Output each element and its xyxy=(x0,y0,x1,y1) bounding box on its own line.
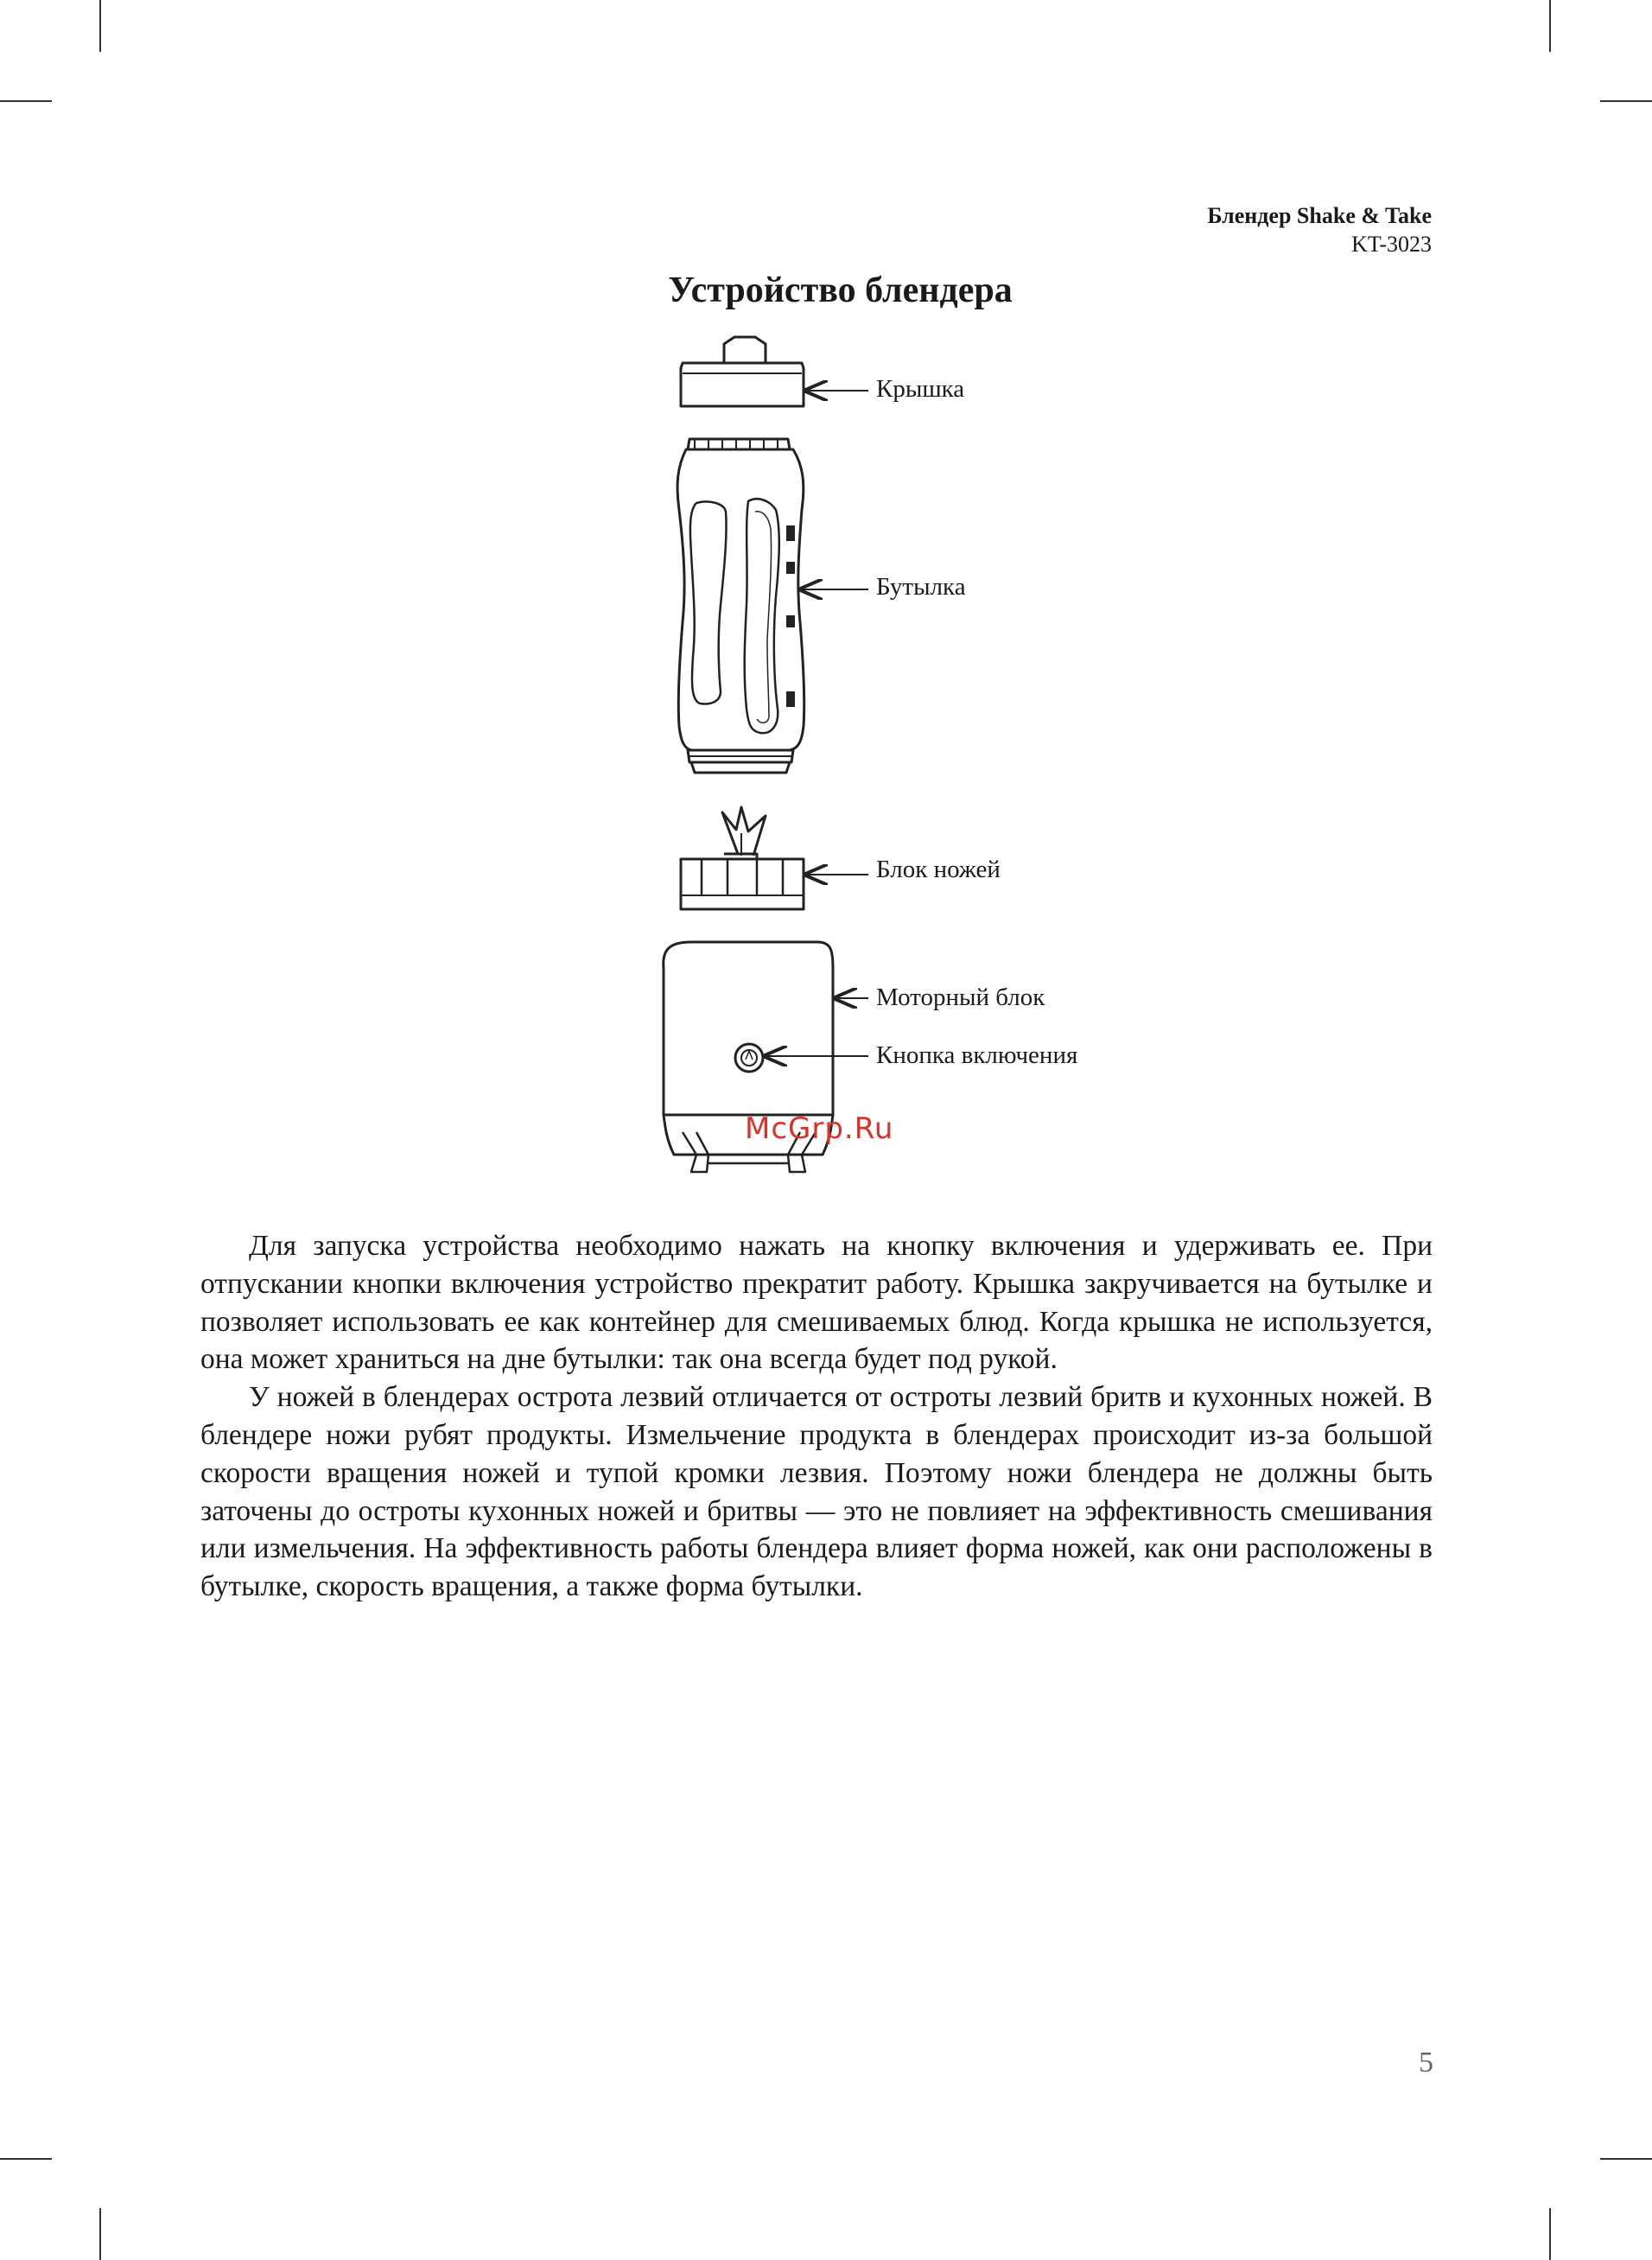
crop-mark-bottom-right-vertical xyxy=(1549,2208,1551,2260)
label-lid: Крышка xyxy=(876,375,965,403)
page-number: 5 xyxy=(1419,2047,1433,2079)
callout-arrows xyxy=(765,391,868,1056)
label-motor-unit: Моторный блок xyxy=(876,984,1045,1011)
crop-mark-bottom-right-horizontal xyxy=(1600,2158,1652,2160)
label-blade-unit: Блок ножей xyxy=(876,856,1001,883)
header-model-number: KT-3023 xyxy=(1351,232,1432,257)
label-power-button: Кнопка включения xyxy=(876,1041,1078,1069)
crop-mark-bottom-left-horizontal xyxy=(0,2158,52,2160)
paragraph-startup: Для запуска устройства необходимо нажать на кнопку включения и удерживать ее. При отпускании кнопки включения устройство прекратит работу. Крышка закручивается на бутылке и позволяет использовать ее как контейнер для смешиваемых блюд. Когда крышка не используется, она может храниться на дне бутылки: так она всегда будет под рукой. xyxy=(200,1230,1433,1376)
bottle-part xyxy=(677,439,804,773)
watermark: McGrp.Ru xyxy=(745,1111,894,1146)
body-text xyxy=(200,1227,1433,1606)
header-product-name: Блендер Shake & Take xyxy=(1207,203,1432,228)
paragraph-blades: У ножей в блендерах острота лезвий отличается от остроты лезвий бритв и кухонных ножей. В блендере ножи рубят продукты. Измельчение продукта в блендерах происходит из-за большой скорости вращения ножей и тупой кромки лезвия. Поэтому ножи блендера не должны быть заточены до остроты кухонных ножей и бритвы — это не повлияет на эффективность смешивания или измельчения. На эффективность работы блендера влияет форма ножей, как они расположены в бутылке, скорость вращения, а также форма бутылки. xyxy=(200,1381,1433,1603)
crop-mark-bottom-left-vertical xyxy=(99,2208,101,2260)
label-bottle: Бутылка xyxy=(876,573,966,601)
lid-part xyxy=(681,337,804,406)
blade-unit-part xyxy=(681,807,804,909)
page-title: Устройство блендера xyxy=(668,271,1013,310)
